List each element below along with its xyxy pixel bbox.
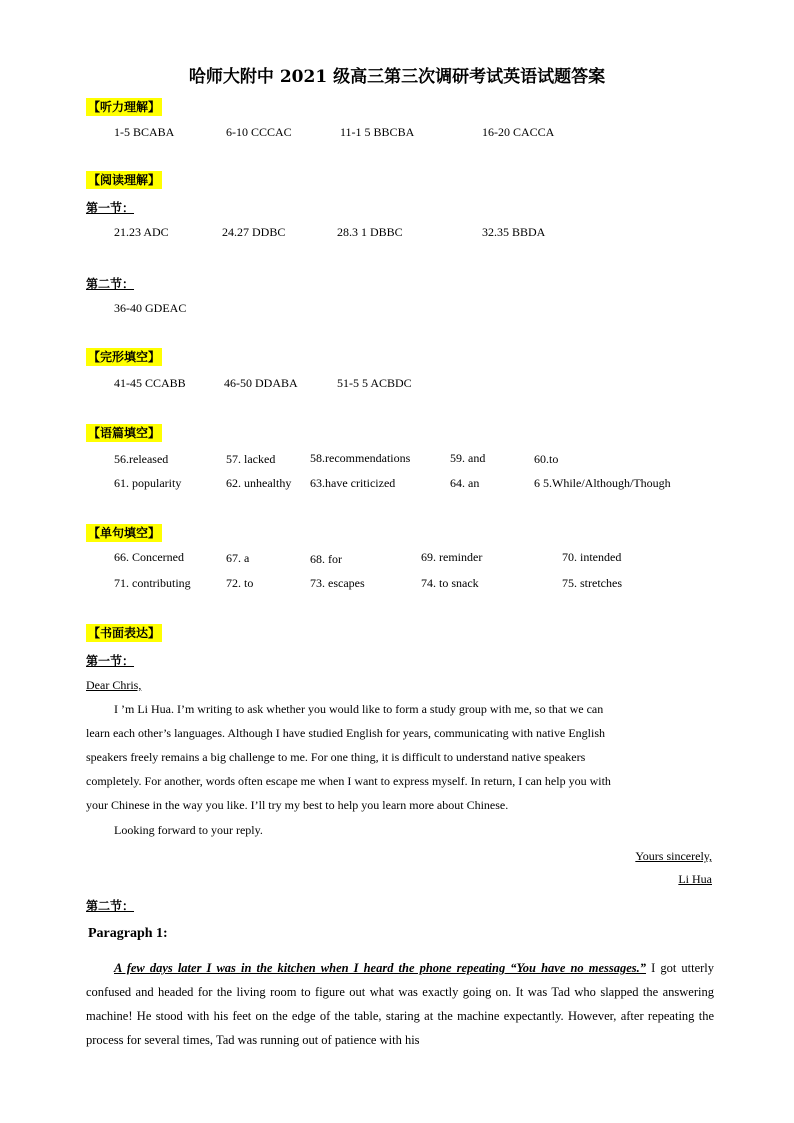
- letter-body-line-3: speakers freely remains a big challenge to me. For one thing, it is difficult to understand native speakers: [86, 750, 586, 764]
- reading-answer-3: 28.3 1 DBBC: [337, 225, 403, 239]
- letter-closing: Looking forward to your reply.: [114, 823, 263, 837]
- letter-sign-off: Yours sincerely,: [635, 849, 712, 863]
- sentence-answer-71: 71. contributing: [114, 576, 191, 590]
- writing-section1-label: 第一节：: [86, 654, 135, 668]
- cloze-answer-2: 46-50 DDABA: [224, 376, 298, 390]
- listening-tag: 【听力理解】: [88, 100, 161, 114]
- sentence-answer-66: 66. Concerned: [114, 550, 184, 564]
- listening-answer-2: 6-10 CCCAC: [226, 125, 292, 139]
- sentence-answer-69: 69. reminder: [421, 550, 483, 564]
- reading-section1-label: 第一节：: [86, 201, 135, 215]
- sentence-answer-74: 74. to snack: [421, 576, 479, 590]
- paragraph-heading: Paragraph 1:: [88, 926, 168, 941]
- page-title: 哈师大附中 2021 级高三第三次调研考试英语试题答案: [188, 67, 606, 87]
- story-paragraph: [86, 956, 714, 1052]
- reading-tag: 【阅读理解】: [88, 173, 161, 187]
- letter-signature: Li Hua: [678, 872, 712, 886]
- letter-salutation: Dear Chris,: [86, 678, 142, 692]
- letter-body-line-1: I ’m Li Hua. I’m writing to ask whether you would like to form a study group with me, so that we can: [114, 702, 604, 716]
- grammar-answer-59: 59. and: [450, 451, 486, 465]
- sentence-answer-68: 68. for: [310, 552, 342, 566]
- reading-answer-2: 24.27 DDBC: [222, 225, 286, 239]
- story-text: I got utterly confused and headed for the living room to figure out what was exactly going on. It was Tad who slapped the answering machine! He stood with his feet on the edge of the table, staring at the machine expectantly. However, after repeating the process for several times, Tad was running out of patience with his: [86, 961, 715, 1047]
- listening-answer-4: 16-20 CACCA: [482, 125, 555, 139]
- cloze-answer-3: 51-5 5 ACBDC: [337, 376, 412, 390]
- cloze-tag: 【完形填空】: [88, 350, 161, 364]
- listening-answer-1: 1-5 BCABA: [114, 125, 175, 139]
- sentence-answer-75: 75. stretches: [562, 576, 622, 590]
- reading-answer-4: 32.35 BBDA: [482, 225, 546, 239]
- grammar-answer-65: 6 5.While/Although/Though: [534, 476, 671, 490]
- grammar-answer-60: 60.to: [534, 452, 559, 466]
- cloze-answer-1: 41-45 CCABB: [114, 376, 186, 390]
- grammar-answer-56: 56.released: [114, 452, 169, 466]
- letter-body-line-2: learn each other’s languages. Although I have studied English for years, communicating with native English: [86, 726, 605, 740]
- grammar-tag: 【语篇填空】: [88, 426, 161, 440]
- grammar-answer-63: 63.have criticized: [310, 476, 396, 490]
- sentence-answer-67: 67. a: [226, 551, 250, 565]
- grammar-answer-62: 62. unhealthy: [226, 476, 292, 490]
- grammar-answer-57: 57. lacked: [226, 452, 276, 466]
- listening-answer-3: 11-1 5 BBCBA: [340, 125, 415, 139]
- sentence-answer-72: 72. to: [226, 576, 254, 590]
- grammar-answer-61: 61. popularity: [114, 476, 182, 490]
- sentence-answer-70: 70. intended: [562, 550, 622, 564]
- writing-tag: 【书面表达】: [88, 626, 161, 640]
- grammar-answer-58: 58.recommendations: [310, 451, 411, 465]
- reading-section2-label: 第二节：: [86, 277, 135, 291]
- writing-section2-label: 第二节：: [86, 899, 135, 913]
- grammar-answer-64: 64. an: [450, 476, 480, 490]
- story-lead-sentence: A few days later I was in the kitchen when I heard the phone repeating “You have no messages.”: [114, 961, 647, 975]
- sentence-answer-73: 73. escapes: [310, 576, 365, 590]
- letter-body-line-4: completely. For another, words often escape me when I want to express myself. In return, I can help you with: [86, 774, 611, 788]
- reading-answer-5: 36-40 GDEAC: [114, 301, 187, 315]
- reading-answer-1: 21.23 ADC: [114, 225, 169, 239]
- letter-body-line-5: your Chinese in the way you like. I’ll try my best to help you learn more about Chinese.: [86, 798, 509, 812]
- sentences-tag: 【单句填空】: [88, 526, 161, 540]
